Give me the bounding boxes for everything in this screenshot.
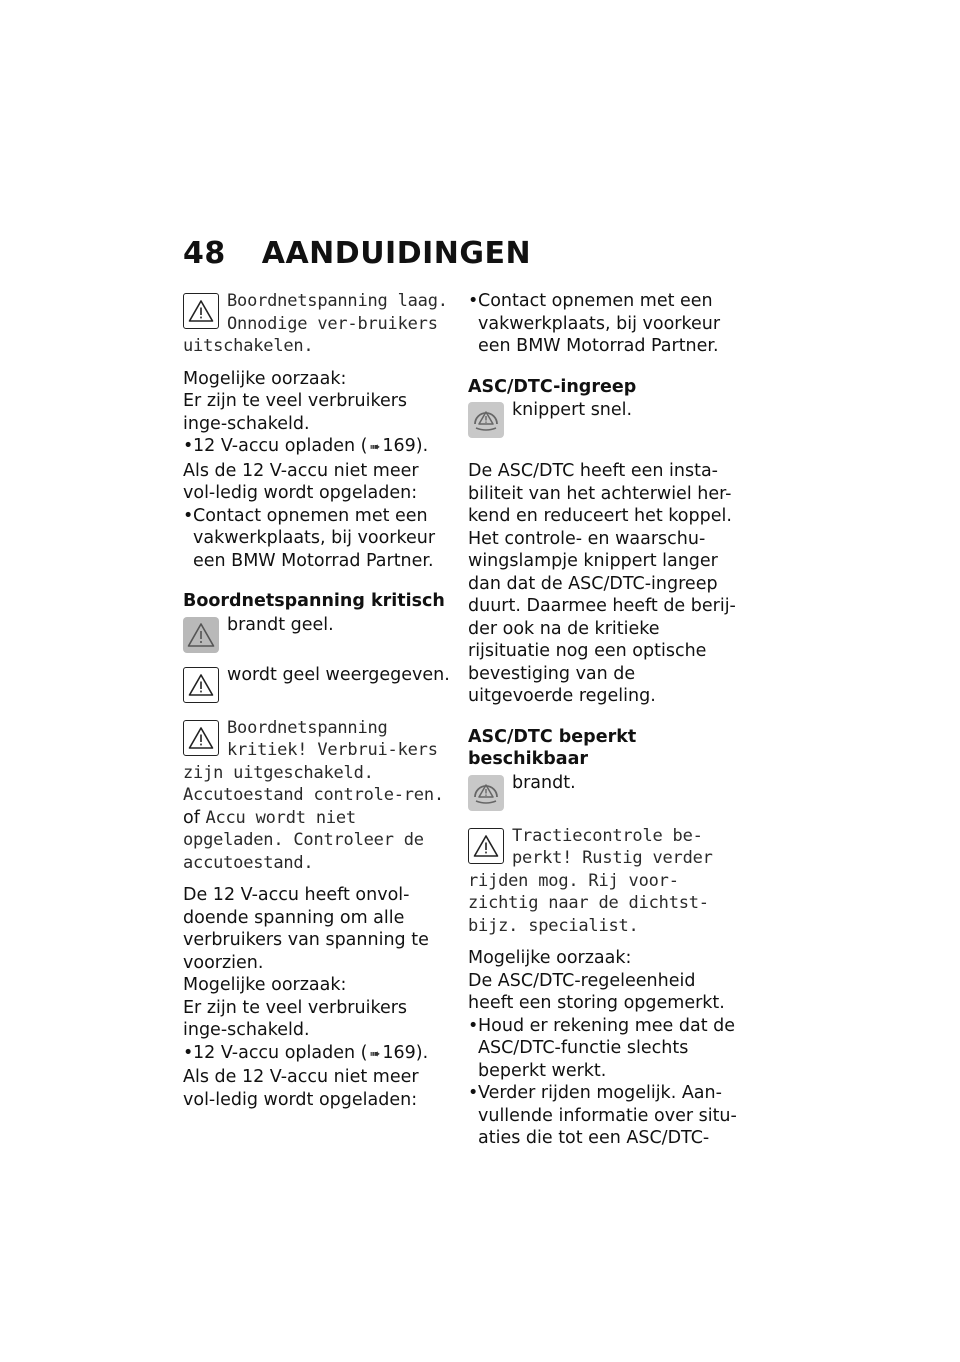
- page-title: AANDUIDINGEN: [261, 236, 532, 271]
- condition-text: Als de 12 V-accu niet meer vol-ledig wordt opgeladen:: [183, 460, 419, 503]
- indicator-text: wordt geel weergegeven.: [227, 664, 450, 685]
- warning-triangle-icon: [183, 293, 219, 329]
- action-list: [183, 435, 455, 460]
- display-message: Boordnetspanning laag. Onnodige ver-bruikers uitschakelen.: [183, 291, 448, 356]
- list-item: • Contact opnemen met een vakwerkplaats, bij voorkeur een BMW Motorrad Partner.: [468, 290, 740, 358]
- message-critical-voltage: [183, 717, 455, 875]
- list-item: • Houd er rekening mee dat de ASC/DTC-functie slechts beperkt werkt.: [468, 1015, 740, 1083]
- indicator-row: [468, 772, 740, 811]
- display-message: Tractiecontrole be-perkt! Rustig verder rijden mog. Rij voor-zichtig naar de dichtst-bijz. specialist.: [468, 825, 713, 936]
- cause-label: Mogelijke oorzaak:: [183, 975, 347, 995]
- page-heading: [183, 236, 531, 271]
- section-title: ASC/DTC-ingreep: [468, 376, 637, 397]
- page-reference-arrow-icon: ➠: [369, 1046, 381, 1062]
- condition-text: Als de 12 V-accu niet meer vol-ledig wordt opgeladen:: [183, 1067, 419, 1110]
- asc-dtc-icon: [468, 402, 504, 438]
- message-traction-limited: [468, 825, 740, 938]
- indicator-text: brandt.: [512, 772, 576, 793]
- indicator-row: [183, 664, 455, 703]
- display-message: Accu wordt niet opgeladen. Controleer de accutoestand.: [183, 807, 424, 873]
- or-connector: of: [183, 807, 206, 828]
- list-item: • Contact opnemen met een vakwerkplaats, bij voorkeur een BMW Motorrad Partner.: [183, 505, 455, 573]
- page-reference-arrow-icon: ➠: [369, 440, 381, 455]
- list-item: • 12 V-accu opladen ( ➠ 169).: [183, 1042, 455, 1067]
- left-column: [183, 290, 455, 1111]
- indicator-text: brandt geel.: [227, 614, 334, 635]
- action-list: [183, 505, 455, 573]
- description-text: De ASC/DTC heeft een insta-biliteit van het achterwiel her-kend en reduceert het koppel. Het controle- en waarschu-wingslampje knippert langer dan dat de ASC/DTC-ingreep duurt. Daarmee heeft de berij-der ook na de kritieke rijsituatie nog een optische bevestiging van de uitgevoerde regeling.: [468, 461, 736, 706]
- action-list: [468, 1015, 740, 1150]
- list-item: • Verder rijden mogelijk. Aan-vullende informatie over situ-aties die tot een ASC/DTC-: [468, 1082, 740, 1150]
- indicator-row: [468, 402, 740, 438]
- list-item: • 12 V-accu opladen ( ➠ 169).: [183, 435, 455, 460]
- cause-text: Er zijn te veel verbruikers inge-schakeld.: [183, 391, 408, 434]
- message-low-voltage: [183, 290, 455, 358]
- cause-text: Er zijn te veel verbruikers inge-schakeld.: [183, 997, 408, 1040]
- right-column: [468, 290, 740, 1150]
- description-text: De 12 V-accu heeft onvol-doende spanning om alle verbruikers van spanning te voorzien.: [183, 885, 429, 973]
- warning-triangle-icon: [183, 667, 219, 703]
- cause-label: Mogelijke oorzaak:: [183, 368, 347, 389]
- action-list: [183, 1042, 455, 1067]
- indicator-text: knippert snel.: [512, 400, 633, 420]
- indicator-row: [183, 614, 455, 653]
- warning-triangle-icon: [468, 828, 504, 864]
- section-title: ASC/DTC beperkt beschikbaar: [468, 726, 637, 769]
- page-number: 48: [183, 236, 226, 271]
- asc-dtc-icon: [468, 775, 504, 811]
- warning-triangle-icon: [183, 720, 219, 756]
- action-list: [468, 290, 740, 358]
- section-title: Boordnetspanning kritisch: [183, 591, 445, 611]
- warning-triangle-filled-icon: [183, 617, 219, 653]
- cause-label: Mogelijke oorzaak:: [468, 948, 632, 968]
- display-message: Boordnetspanning kritiek! Verbrui-kers zijn uitgeschakeld. Accutoestand controle-ren.: [183, 717, 444, 805]
- cause-text: De ASC/DTC-regeleenheid heeft een storing opgemerkt.: [468, 970, 725, 1013]
